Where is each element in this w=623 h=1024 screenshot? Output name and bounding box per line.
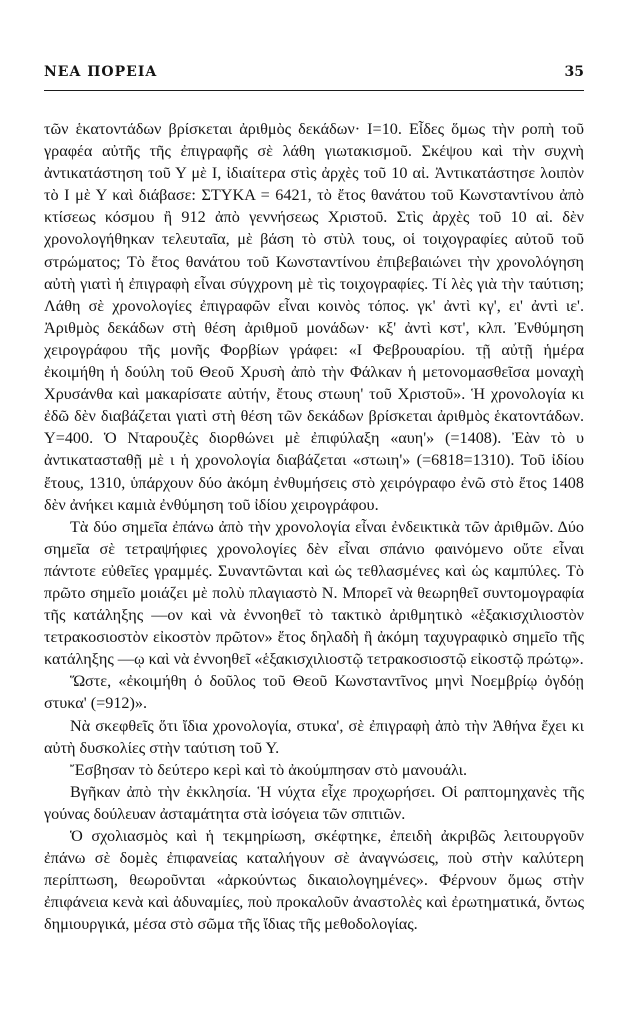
header-rule <box>44 90 584 91</box>
paragraph-6: Βγῆκαν ἀπὸ τὴν ἐκκλησία. Ἡ νύχτα εἶχε προχωρήσει. Οἱ ραπτομηχανὲς τῆς γούνας δούλευαν ἀσταμάτητα στὰ ἰσόγεια τῶν σπιτιῶν. <box>44 782 584 823</box>
paragraph-5: Ἔσβησαν τὸ δεύτερο κερὶ καὶ τὸ ἀκούμπησαν στὸ μανουάλι. <box>70 760 467 779</box>
paragraph-3: Ὥστε, «ἐκοιμήθη ὁ δοῦλος τοῦ Θεοῦ Κωνσταντῖνος μηνὶ Νοεμβρίῳ ὀγδόῃ στυκα' (=912)». <box>44 672 584 713</box>
paragraph-4: Νὰ σκεφθεῖς ὅτι ἴδια χρονολογία, στυκα', σὲ ἐπιγραφὴ ἀπὸ τὴν Ἀθήνα ἔχει κι αὐτὴ δυσκολίες στὴν ταύτιση τοῦ Υ. <box>44 716 584 757</box>
paragraph-7: Ὁ σχολιασμὸς καὶ ἡ τεκμηρίωση, σκέφτηκε, ἐπειδὴ ἀκριβῶς λειτουργοῦν ἐπάνω σὲ δομὲς ἐπιφανείας καταλήγουν σὲ ἀναγνώσεις, ποὺ στὴν καλύτερη περίπτωση, θεωροῦνται «ἀρκούντως δικαιολογημένες». Φέρνουν ὅμως στὴν ἐπιφάνεια κενὰ καὶ ἀδυναμίες, ποὺ προκαλοῦν ἀναστολὲς καὶ ἐρωτηματικά, ὄντως δημιουργικά, μέσα στὸ σῶμα τῆς ἴδιας τῆς μεθοδολογίας. <box>44 827 584 934</box>
paragraph-1: τῶν ἑκατοντάδων βρίσκεται ἀριθμὸς δεκάδων· Ι=10. Εἶδες ὅμως τὴν ροπὴ τοῦ γραφέα αὐτῆς τῆς ἐπιγραφῆς σὲ λάθη γιωτακισμοῦ. Σκέψου καὶ τὴν συχνὴ ἀντικατάστηση τοῦ Υ μὲ Ι, ἰδιαίτερα στὶς ἀρχὲς τοῦ 10 αἰ. Ἀντικατάστησε λοιπὸν τὸ Ι μὲ Υ καὶ διάβασε: ΣΤΥΚΑ = 6421, τὸ ἔτος θανάτου τοῦ Κωνσταντίνου ἀπὸ κτίσεως κόσμου ἢ 912 ἀπὸ γεννήσεως Χριστοῦ. Στὶς ἀρχὲς τοῦ 10 αἰ. δὲν χρονολογήθηκαν τελευταῖα, μὲ βάση τὸ στὺλ τους, οἱ τοιχογραφίες αὐτοῦ τοῦ στρώματος; Τὸ ἔτος θανάτου τοῦ Κωνσταντίνου ἐπιβεβαιώνει τὴν χρονολόγηση αὐτὴ γιατὶ ἡ ἐπιγραφὴ εἶναι σύγχρονη μὲ τὶς τοιχογραφίες. Τί λὲς γιὰ τὴν ταύτιση; Λάθη σὲ χρονολογίες ἐπιγραφῶν εἶναι κοινὸς τόπος. γκ' ἀντὶ κγ', ει' ἀντὶ ιε'. Ἀριθμὸς δεκάδων στὴ θέση ἀριθμοῦ μονάδων· κξ' ἀντὶ κστ', κλπ. Ἐνθύμηση χειρογράφου τῆς μονῆς Φορβίων γράφει: «Ι Φεβρουαρίου. τῇ αὐτῇ ἡμέρα ἐκοιμήθη ἡ δούλη τοῦ Θεοῦ Χρυσὴ ἀπὸ τὴν Φάλκαν ἡ μετονομασθεῖσα μοναχὴ Χρυσάνθα καὶ μακαρίσατε αὐτήν, ἔτους στωυη' τοῦ Χριστοῦ». Ἡ χρονολογία κι ἐδῶ δὲν διαβάζεται γιατὶ στὴ θέση τῶν δεκάδων βρίσκεται ἀριθμὸς ἑκατοντάδων. Υ=400. Ὁ Νταρουζὲς διορθώνει μὲ ἐπιφύλαξη «αυη'» (=1408). Ἐὰν τὸ υ ἀντικατασταθῇ μὲ ι ἡ χρονολογία διαβάζεται «στωιη'» (=6818=1310). Τοῦ ἰδίου ἔτους, 1310, ὑπάρχουν δύο ἀκόμη ἐνθυμήσεις στὸ χειρόγραφο ἐνῶ στὸ ἔτος 1408 δὲν ἀνήκει καμιὰ ἐνθύμηση τοῦ ἰδίου χειρογράφου. <box>44 120 584 514</box>
paragraph-2: Τὰ δύο σημεῖα ἐπάνω ἀπὸ τὴν χρονολογία εἶναι ἐνδεικτικὰ τῶν ἀριθμῶν. Δύο σημεῖα σὲ τετραψήφιες χρονολογίες δὲν εἶναι σπάνιο φαινόμενο οὔτε εἶναι πάντοτε εὐθεῖες γραμμές. Συναντῶνται καὶ ὡς τεθλασμένες καὶ ὡς καμπύλες. Τὸ πρῶτο σημεῖο μοιάζει μὲ πολὺ πλαγιαστὸ Ν. Μπορεῖ νὰ θεωρηθεῖ συντομογραφία τῆς κατάληξης —ον καὶ νὰ ἐννοηθεῖ τὸ τακτικὸ ἀριθμητικὸ «ἑξακισχιλιοστὸν τετρακοσιοστὸν εἰκοστὸν πρῶτον» ἔτος δηλαδὴ ἢ ἀκόμη ταχυγραφικὸ σημεῖο τῆς κατάληξης —ῳ καὶ νὰ ἐννοηθεῖ «ἑξακισχιλιοστῷ τετρακοσιοστῷ εἰκοστῷ πρώτῳ». <box>44 517 584 669</box>
running-title: ΝΕΑ ΠΟΡΕΙΑ <box>44 64 158 80</box>
body-text <box>44 118 584 935</box>
page-header <box>44 64 584 88</box>
page-number: 35 <box>564 64 584 80</box>
